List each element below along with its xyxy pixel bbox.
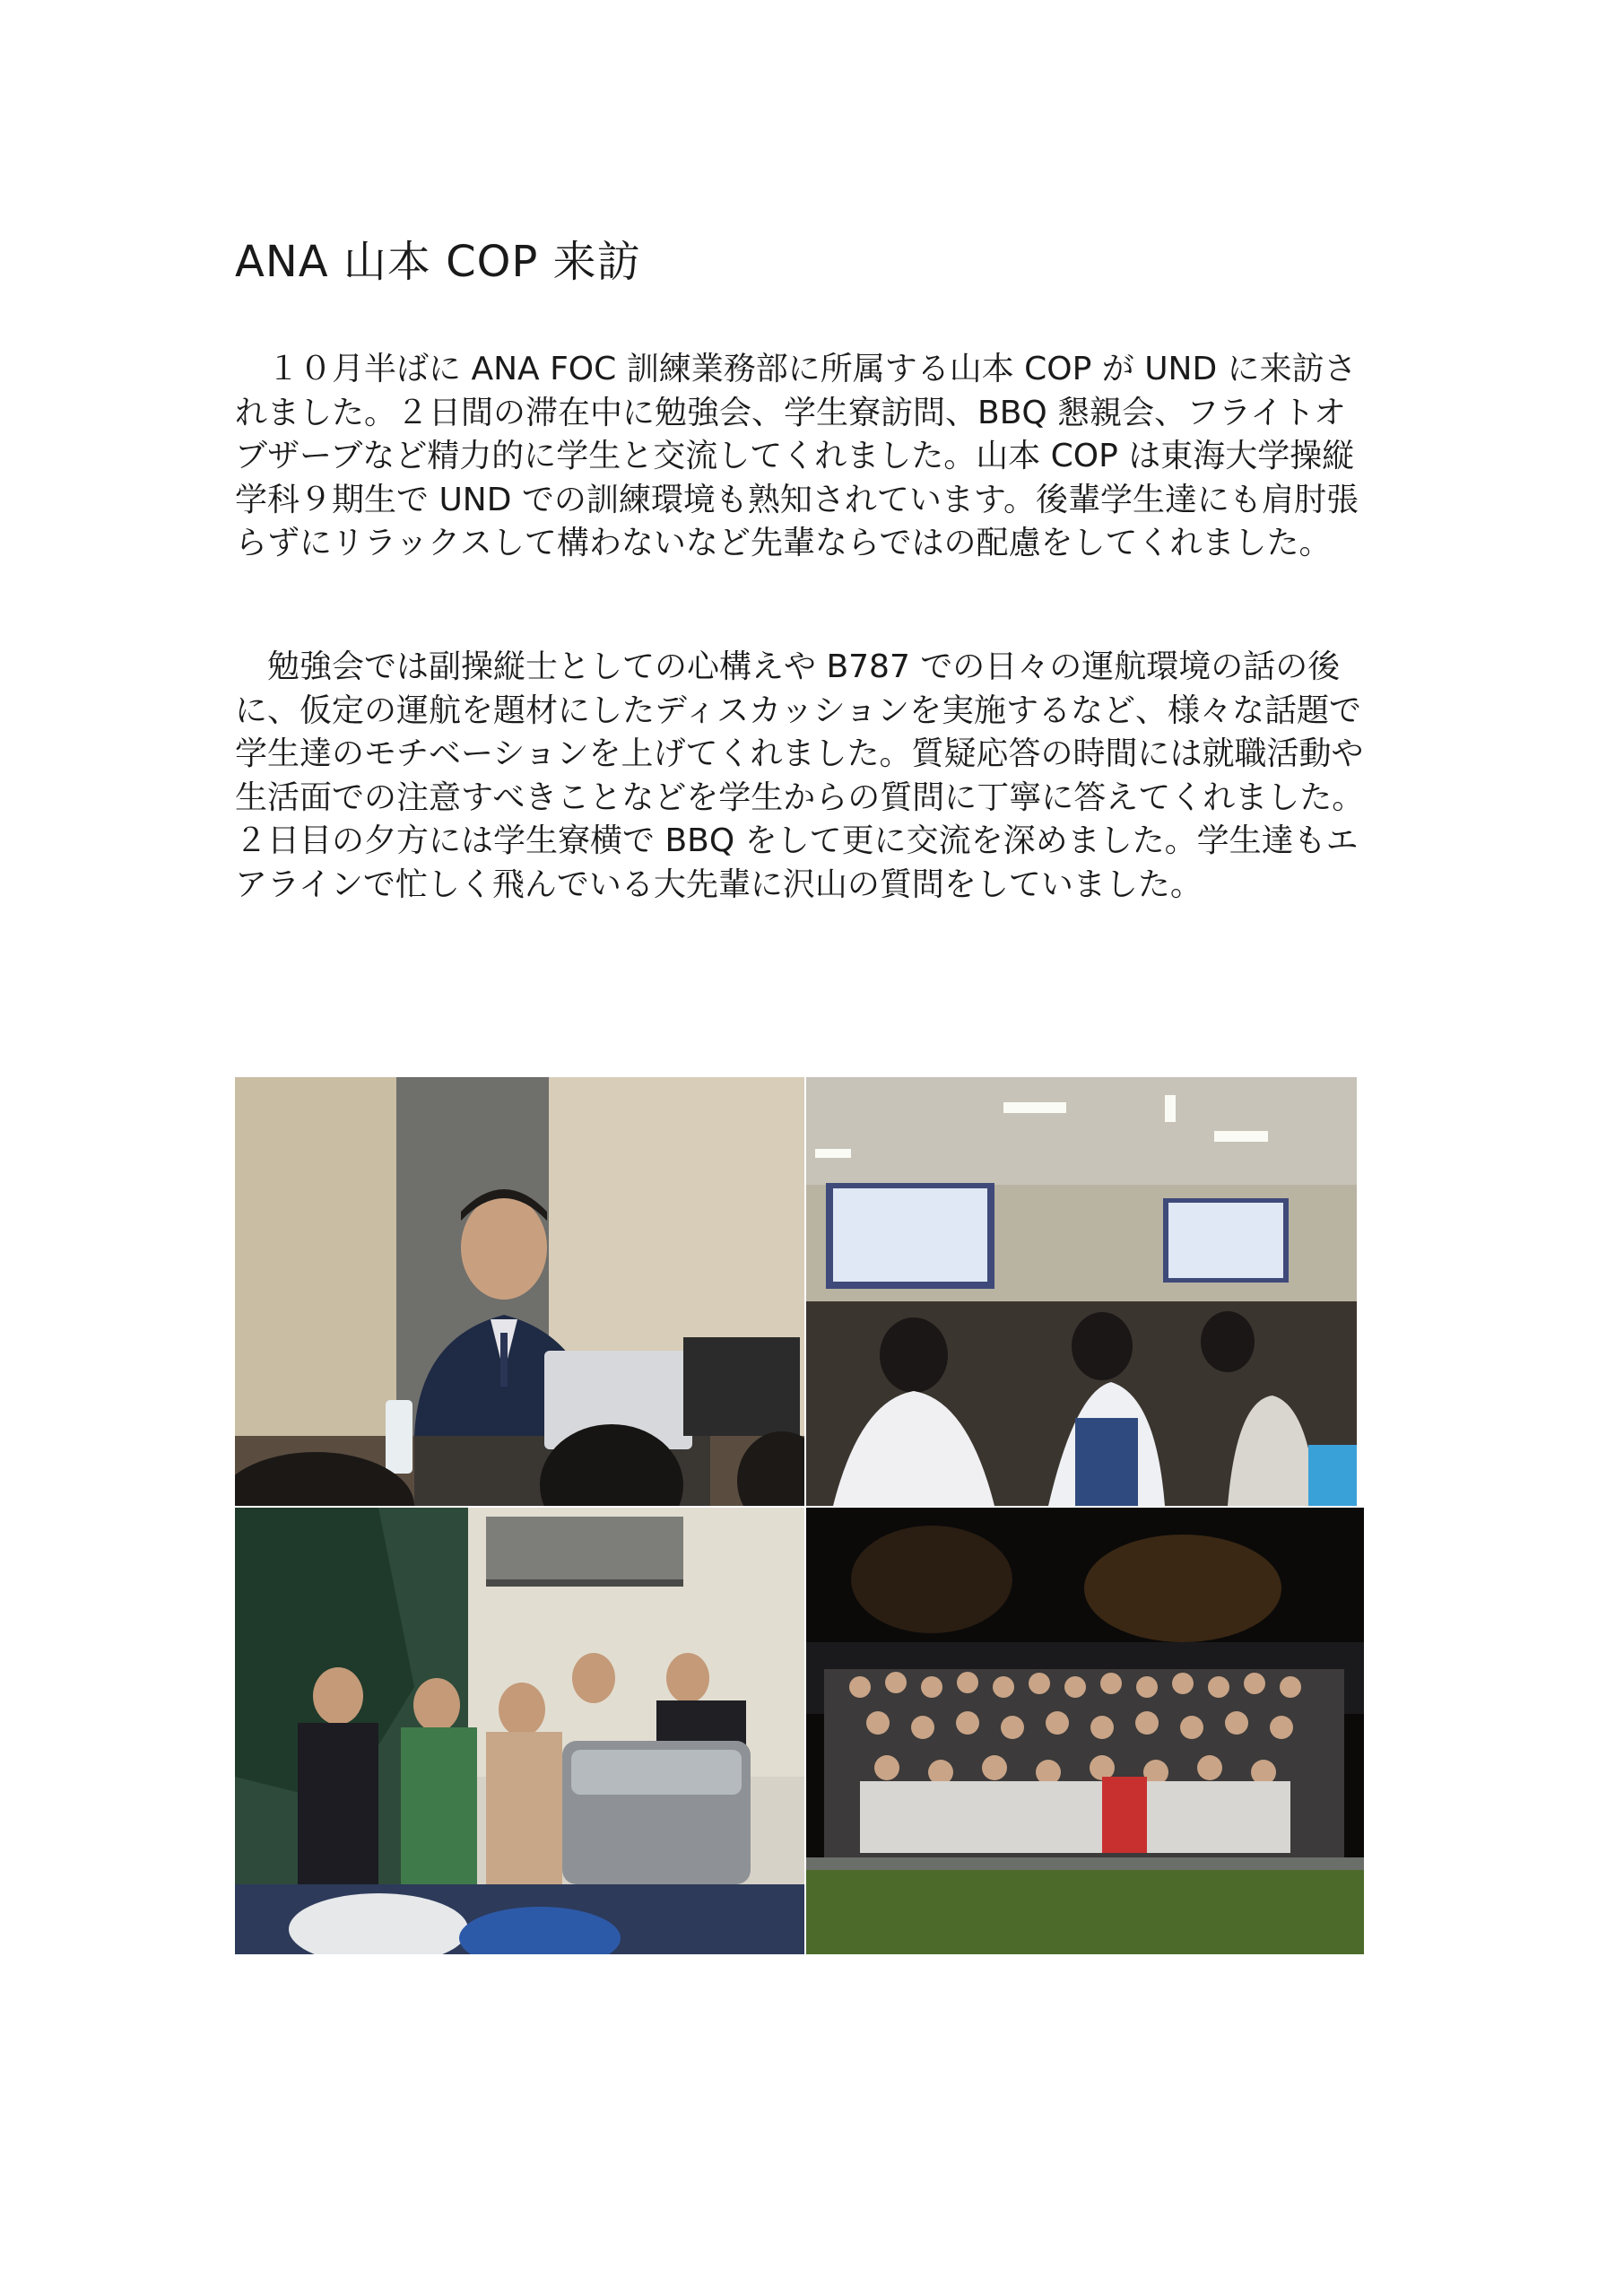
paragraph-line: ブザーブなど精力的に学生と交流してくれました。山本 COP は東海大学操縦 — [235, 438, 1355, 474]
paragraph-line: 学科９期生で UND での訓練環境も熟知されています。後輩学生達にも肩肘張 — [235, 481, 1359, 518]
paragraph-line: らずにリラックスして構わないなど先輩ならではの配慮をしてくれました。 — [235, 525, 1332, 561]
photo-classroom-session — [806, 1077, 1357, 1506]
paragraph-line: １０月半ばに ANA FOC 訓練業務部に所属する山本 COP が UND に来訪さ — [235, 351, 1357, 387]
paragraph-line: 勉強会では副操縦士としての心構えや B787 での日々の運航環境の話の後 — [235, 648, 1341, 685]
paragraph-line: に、仮定の運航を題材にしたディスカッションを実施するなど、様々な話題で — [235, 691, 1362, 729]
photo-night-group — [806, 1508, 1364, 1954]
page-title: ANA 山本 COP 来訪 — [235, 237, 641, 287]
paragraph-line: 学生達のモチベーションを上げてくれました。質疑応答の時間には就職活動や — [235, 735, 1364, 772]
paragraph-line: ２日目の夕方には学生寮横で BBQ をして更に交流を深めました。学生達もエ — [235, 822, 1359, 859]
paragraph-line: アラインで忙しく飛んでいる大先輩に沢山の質問をしていました。 — [235, 865, 1203, 903]
paragraph-line: 生活面での注意すべきことなどを学生からの質問に丁寧に答えてくれました。 — [235, 778, 1365, 816]
photo-lecturer-presenting — [235, 1077, 804, 1506]
paragraph-visit-summary — [235, 348, 1401, 566]
photo-bbq-gathering — [235, 1508, 804, 1954]
paragraph-study-session — [235, 646, 1401, 907]
paragraph-line: れました。２日間の滞在中に勉強会、学生寮訪問、BBQ 懇親会、フライトオ — [235, 394, 1347, 431]
